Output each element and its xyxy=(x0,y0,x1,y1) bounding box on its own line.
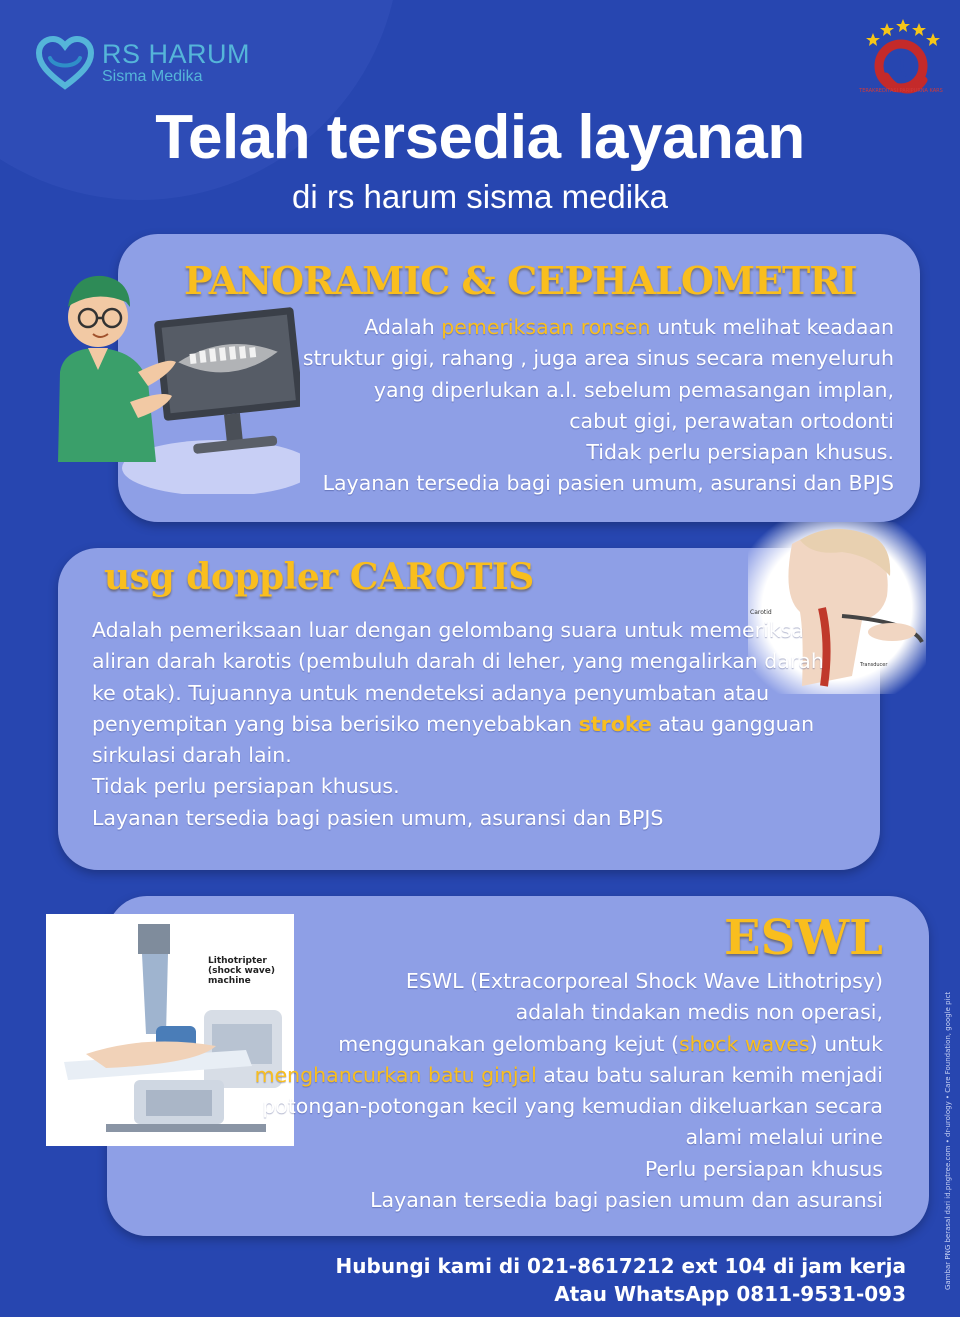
panoramic-line-6: Layanan tersedia bagi pasien umum, asuransi dan BPJS xyxy=(322,471,894,496)
eswl-line-2: adalah tindakan medis non operasi, xyxy=(515,1000,883,1025)
svg-text:Transducer: Transducer xyxy=(860,662,888,668)
accreditation-text: TERAKREDITASI PARIPURNA KARS xyxy=(859,88,943,94)
highlight-batu-ginjal: menghancurkan batu ginjal xyxy=(254,1062,537,1087)
eswl-description xyxy=(203,966,883,1216)
panoramic-line-1-pre: Adalah xyxy=(364,315,442,339)
panoramic-line-4: cabut gigi, perawatan ortodonti xyxy=(569,408,894,433)
heart-logo-icon xyxy=(36,36,94,90)
svg-text:Carotid: Carotid xyxy=(750,609,772,616)
highlight-stroke: stroke xyxy=(578,711,652,736)
logo-tagline: Sisma Medika xyxy=(102,67,203,85)
eswl-line-3 xyxy=(203,1029,883,1060)
image-credit: Gambar PNG berasal dari id.pngtree.com • dr-urology • Care Foundation, google pict xyxy=(944,991,952,1290)
eswl-line-7: Perlu persiapan khusus xyxy=(644,1156,883,1181)
highlight-shock-waves: shock waves xyxy=(678,1031,810,1056)
carotis-line-1: Adalah pemeriksaan luar dengan gelombang suara untuk memeriksa xyxy=(92,618,804,642)
carotis-title: usg doppler CAROTIS xyxy=(104,556,534,598)
panoramic-description xyxy=(234,312,894,500)
eswl-line-1: ESWL (Extracorporeal Shock Wave Lithotripsy) xyxy=(405,969,883,993)
carotis-line-7: Layanan tersedia bagi pasien umum, asuransi dan BPJS xyxy=(92,805,664,830)
panoramic-line-5: Tidak perlu persiapan khusus. xyxy=(586,440,894,465)
eswl-line-6: alami melalui urine xyxy=(685,1125,883,1150)
hospital-logo[interactable] xyxy=(36,36,250,90)
panoramic-line-3: yang diperlukan a.l. sebelum pemasangan implan, xyxy=(373,377,894,402)
highlight-ronsen: pemeriksaan ronsen xyxy=(441,315,651,339)
eswl-line-4 xyxy=(203,1060,883,1091)
carotis-line-4-post: atau gangguan xyxy=(651,711,815,736)
page-subtitle: di rs harum sisma medika xyxy=(292,178,668,215)
eswl-line-3-pre: menggunakan gelombang kejut ( xyxy=(338,1031,679,1056)
carotis-line-4 xyxy=(92,709,882,740)
panoramic-line-2: struktur gigi, rahang , juga area sinus secara menyeluruh xyxy=(302,346,894,371)
page-title: Telah tersedia layanan xyxy=(155,103,805,172)
contact-info xyxy=(336,1252,906,1308)
panoramic-line-1-post: untuk melihat keadaan xyxy=(650,315,894,339)
eswl-line-4-post: atau batu saluran kemih menjadi xyxy=(536,1062,883,1087)
panoramic-line-1 xyxy=(234,312,894,343)
carotis-description xyxy=(92,615,882,834)
panoramic-title: PANORAMIC & CEPHALOMETRI xyxy=(184,258,857,303)
carotis-line-4-pre: penyempitan yang bisa berisiko menyebabkan xyxy=(92,711,579,736)
eswl-line-5: potongan-potongan kecil yang kemudian dikeluarkan secara xyxy=(262,1094,883,1119)
contact-phone[interactable]: Hubungi kami di 021-8617212 ext 104 di jam kerja xyxy=(335,1254,906,1278)
carotis-line-3: ke otak). Tujuannya untuk mendeteksi adanya penyumbatan atau xyxy=(92,680,770,705)
contact-whatsapp[interactable]: Atau WhatsApp 0811-9531-093 xyxy=(554,1282,906,1306)
carotis-line-2: aliran darah karotis (pembuluh darah di leher, yang mengalirkan darah xyxy=(92,649,824,674)
carotis-line-6: Tidak perlu persiapan khusus. xyxy=(92,774,400,799)
eswl-title: ESWL xyxy=(724,910,883,966)
eswl-line-3-post: ) untuk xyxy=(809,1031,883,1056)
eswl-line-8: Layanan tersedia bagi pasien umum dan asuransi xyxy=(370,1188,883,1213)
carotis-line-5: sirkulasi darah lain. xyxy=(92,743,292,768)
logo-name: RS HARUM xyxy=(102,38,251,69)
lithotripter-label: Lithotripter (shock wave) machine xyxy=(208,956,275,986)
